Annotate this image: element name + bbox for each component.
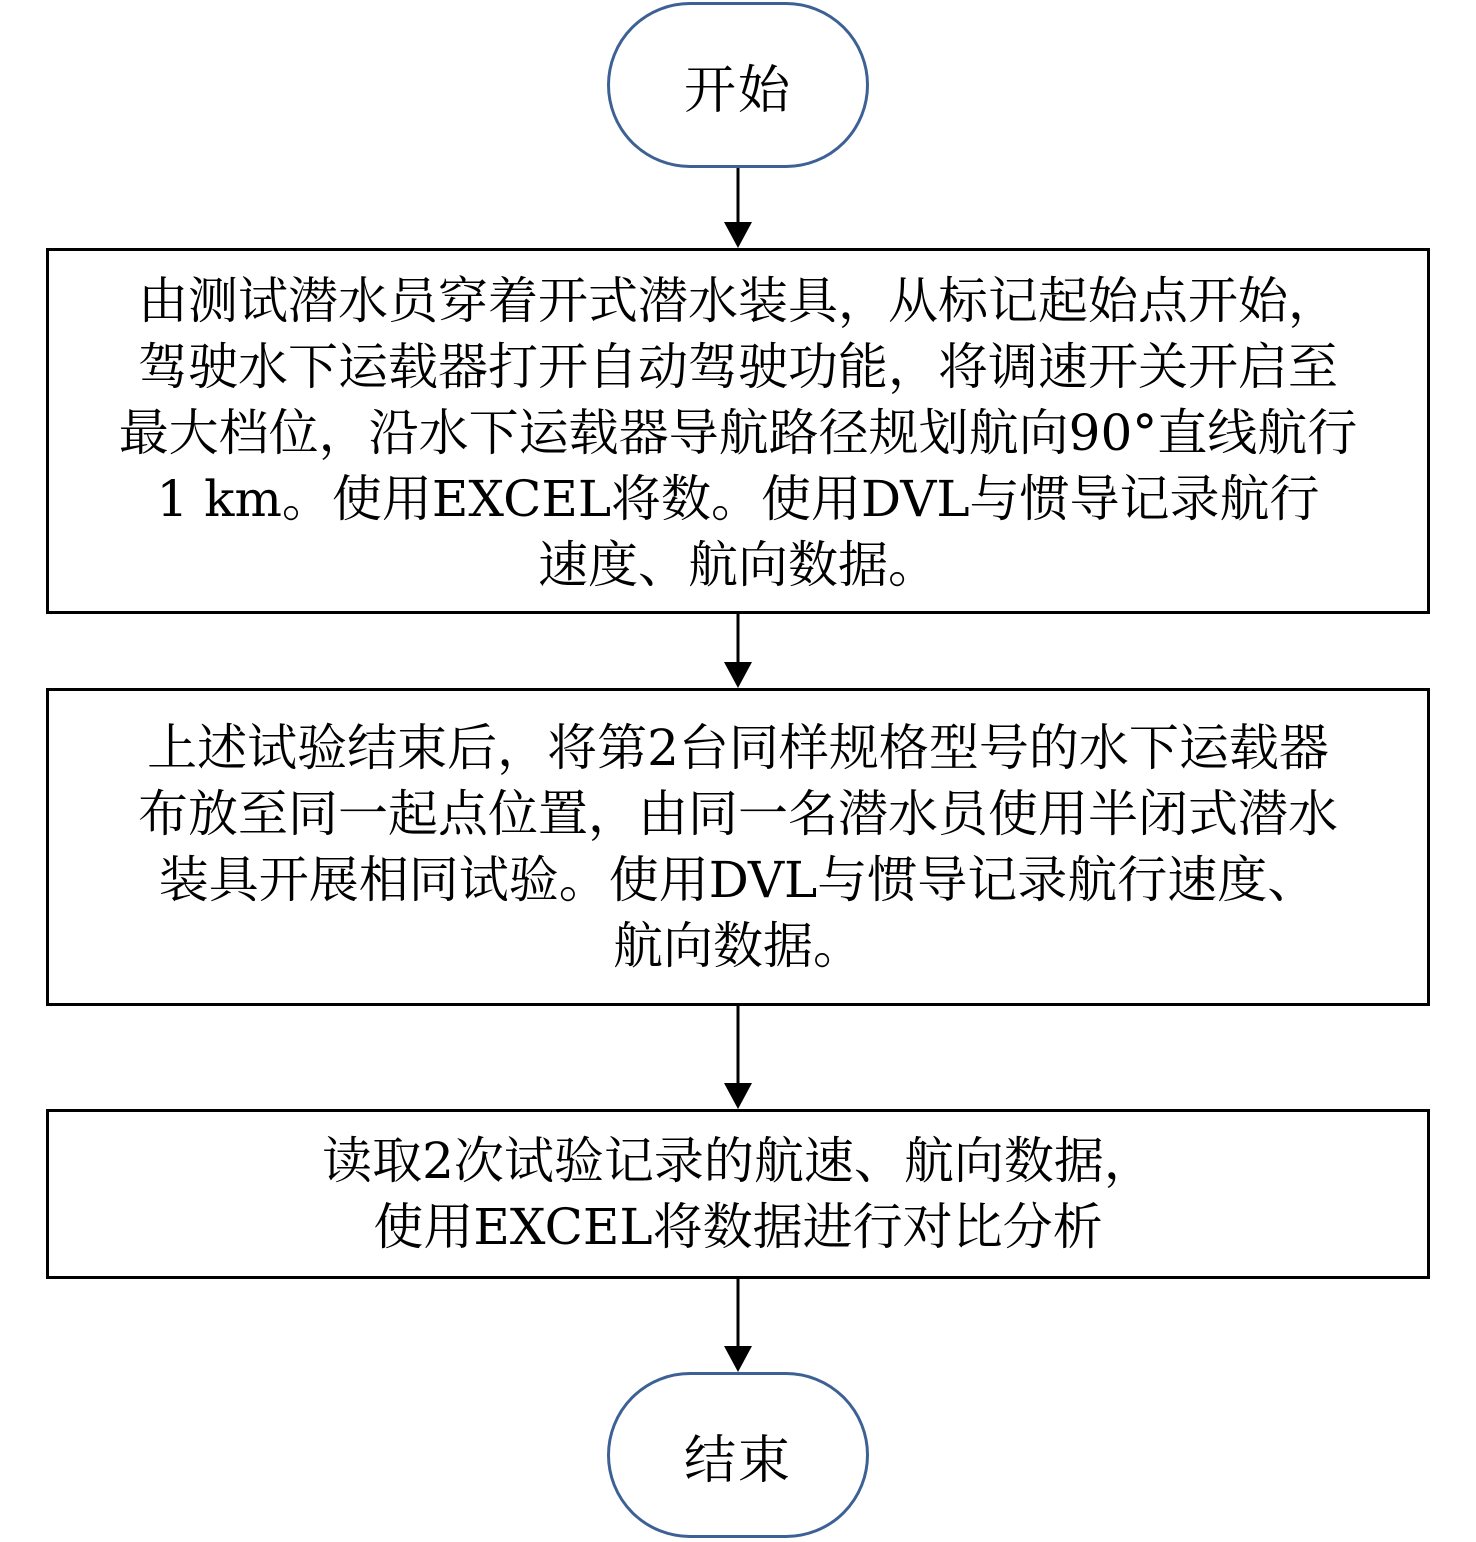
step-3-line-2: 使用EXCEL将数据进行对比分析 [373,1198,1103,1256]
process-box-3 [46,1109,1430,1279]
step-2-line-3: 装具开展相同试验。使用DVL与惯导记录航行速度、 [158,851,1318,909]
arrow-step-1-to-step-2 [724,614,752,688]
step-2-line-4: 航向数据。 [613,917,863,975]
arrow-step-2-to-step-3 [724,1006,752,1109]
step-3-line-1: 读取2次试验记录的航速、航向数据， [322,1132,1154,1190]
step-1-line-1: 由测试潜水员穿着开式潜水装具，从标记起始点开始， [138,272,1338,330]
process-box-1 [46,248,1430,614]
start-label: 开始 [683,60,792,121]
step-1-line-4: 1 km。使用EXCEL将数。使用DVL与惯导记录航行 [156,470,1320,528]
step-1-line-2: 驾驶水下运载器打开自动驾驶功能，将调速开关开启至 [138,338,1338,396]
arrow-step-3-to-end [724,1279,752,1372]
end-terminal [607,1372,869,1538]
start-terminal [607,2,869,168]
step-2-line-2: 布放至同一起点位置，由同一名潜水员使用半闭式潜水 [138,785,1338,843]
step-2-line-1: 上述试验结束后，将第2台同样规格型号的水下运载器 [147,719,1329,777]
step-1-line-5: 速度、航向数据。 [538,536,938,594]
step-1-line-3: 最大档位，沿水下运载器导航路径规划航向90°直线航行 [118,404,1358,462]
arrow-start-to-step-1 [724,168,752,248]
end-label: 结束 [683,1430,792,1491]
process-box-2 [46,688,1430,1006]
